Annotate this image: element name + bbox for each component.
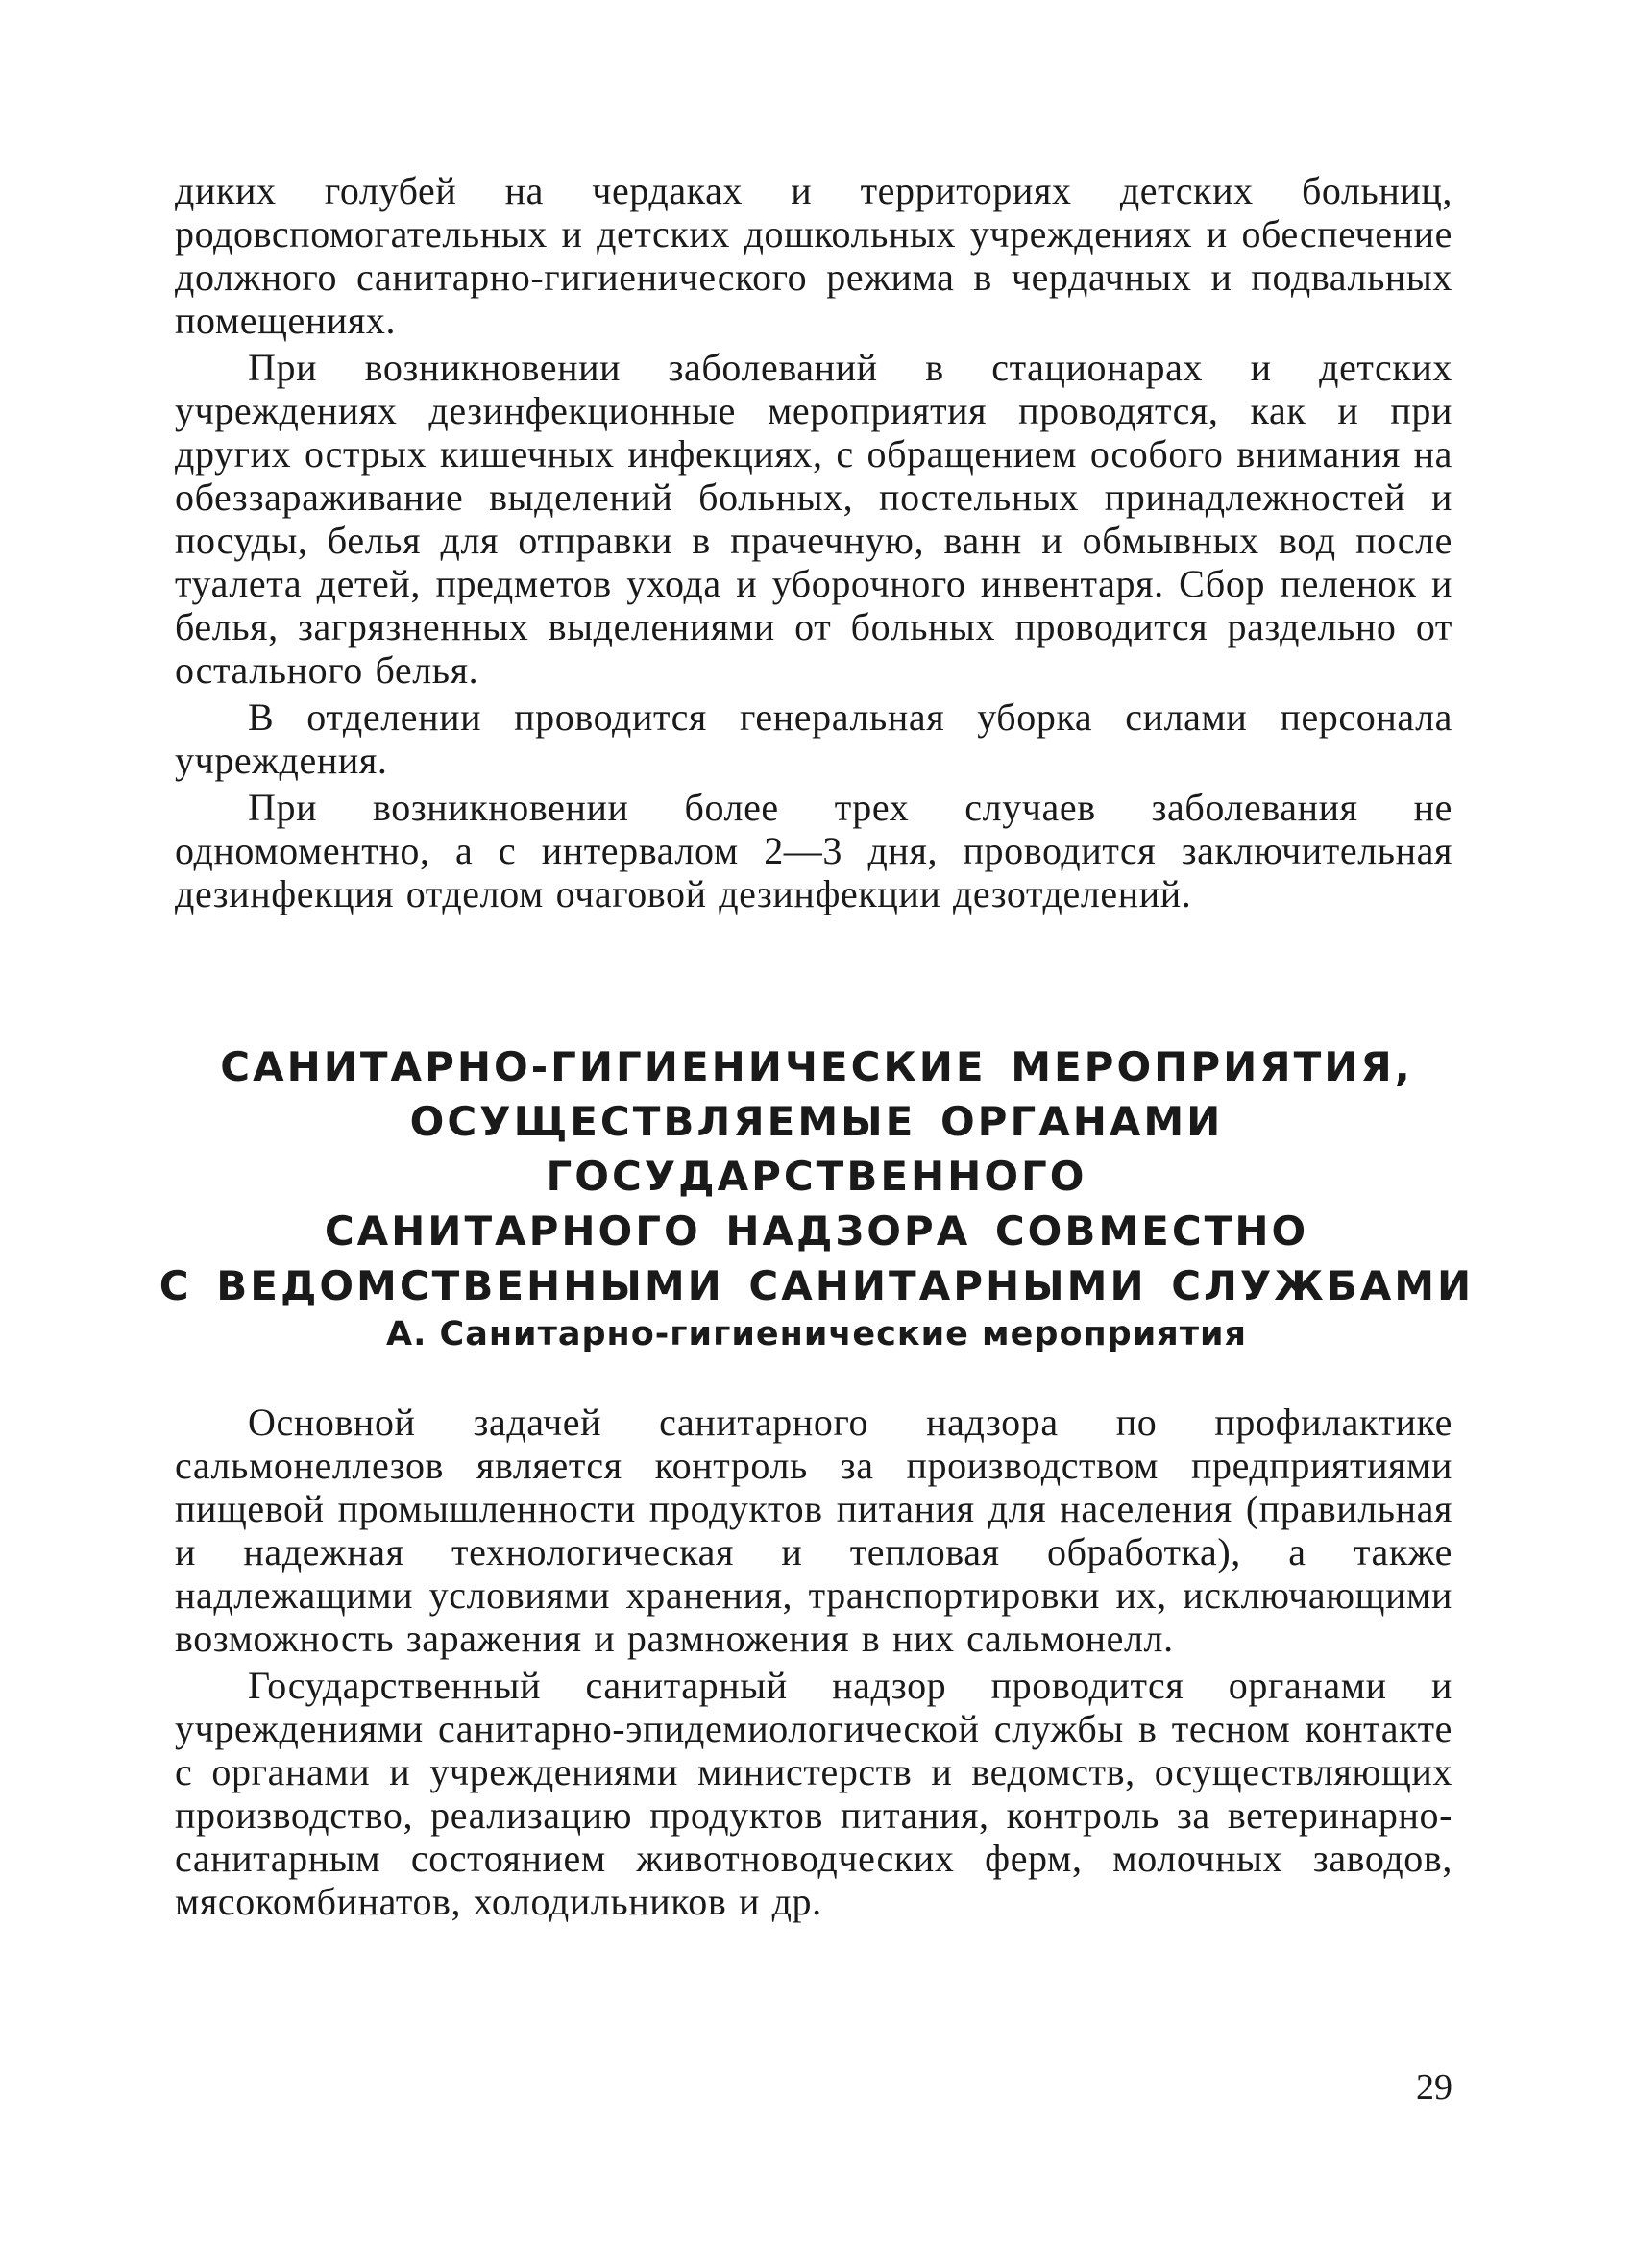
page-number: 29 <box>1416 2067 1452 2108</box>
section-heading-line: САНИТАРНО-ГИГИЕНИЧЕСКИЕ МЕРОПРИЯТИЯ, <box>220 1043 1413 1090</box>
paragraph-continued: диких голубей на чердаках и территориях детских больниц, родовспомогательных и детских дошкольных учреждениях и обеспечение должного санитарно-гигиенического режима в чердачных и подвальных помещениях. <box>175 169 1452 342</box>
section-heading-line: ОСУЩЕСТВЛЯЕМЫЕ ОРГАНАМИ ГОСУДАРСТВЕННОГО <box>409 1098 1224 1200</box>
section-heading-line: С ВЕДОМСТВЕННЫМИ САНИТАРНЫМИ СЛУЖБАМИ <box>159 1262 1475 1309</box>
paragraph-main-task: Основной задачей санитарного надзора по профилактике сальмонеллезов является контроль за производством предприятиями пищевой промышленности продуктов питания для населения (правильная и надежная технологическая и тепловая обработка), а также надлежащими условиями хранения, транспортировки их, исключающими возможность заражения и размножения в них сальмонелл. <box>175 1401 1452 1660</box>
section-heading-line: САНИТАРНОГО НАДЗОРА СОВМЕСТНО <box>324 1207 1309 1255</box>
subsection-heading: А. Санитарно-гигиенические мероприятия <box>385 1315 1248 1353</box>
section-heading <box>144 1039 1489 1313</box>
paragraph-general-cleaning: В отделении проводится генеральная уборка силами персонала учреждения. <box>175 695 1452 782</box>
paragraph-final-disinfection: При возникновении более трех случаев заболевания не одномоментно, а с интервалом 2—3 дня, проводится заключительная дезинфекция отделом очаговой дезинфекции дезотделений. <box>175 786 1452 915</box>
bottom-text-section <box>175 1401 1452 1923</box>
paragraph-disease-occurrence: При возникновении заболеваний в стационарах и детских учреждениях дезинфекционные мероприятия проводятся, как и при других острых кишечных инфекциях, с обращением особого внимания на обеззараживание выделений больных, постельных принадлежностей и посуды, белья для отправки в прачечную, ванн и обмывных вод после туалета детей, предметов ухода и уборочного инвентаря. Сбор пеленок и белья, загрязненных выделениями от больных проводится раздельно от остального белья. <box>175 346 1452 692</box>
top-text-section <box>175 169 1452 915</box>
paragraph-state-supervision: Государственный санитарный надзор проводится органами и учреждениями санитарно-эпидемиологической службы в тесном контакте с органами и учреждениями министерств и ведомств, осуществляющих производство, реализацию продуктов питания, контроль за ветеринарно-санитарным состоянием животноводческих ферм, молочных заводов, мясокомбинатов, холодильников и др. <box>175 1664 1452 1923</box>
